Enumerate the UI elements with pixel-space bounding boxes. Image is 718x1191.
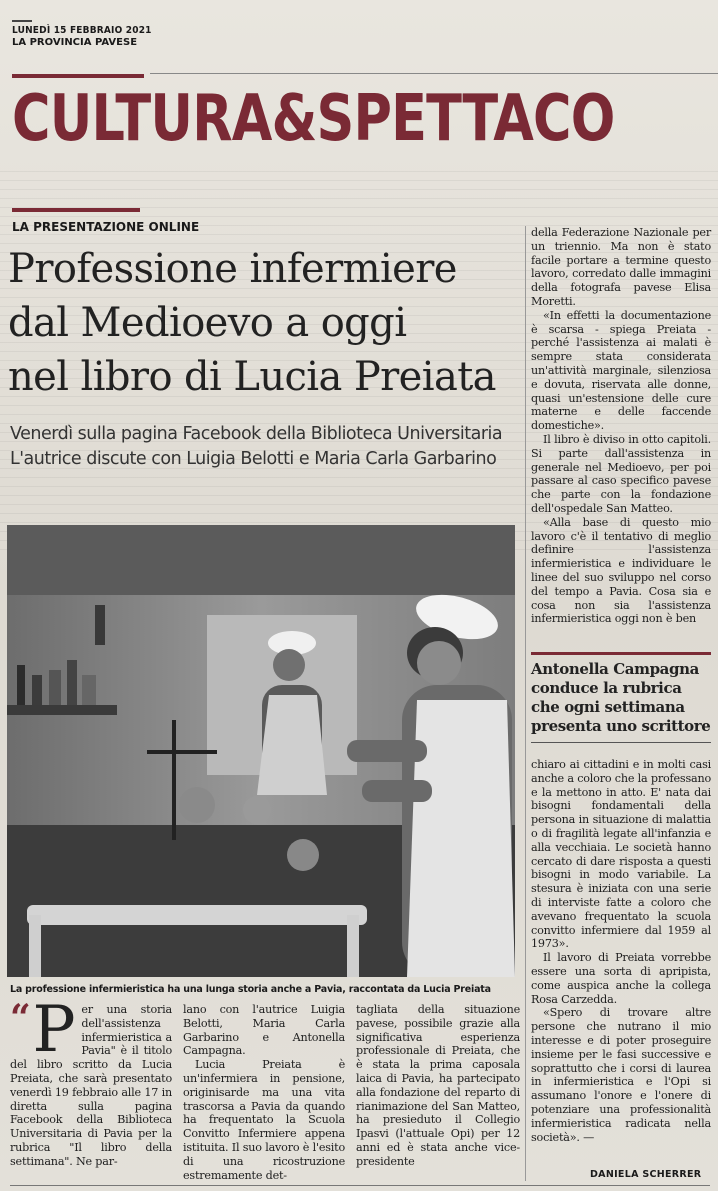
- column-4-paragraph-2: Il libro è diviso in otto capitoli. Si parte dall'assistenza in generale nel Medioevo, per poi passare al caso specifico pavese che parte con la fondazione dell'ospedale San Matteo.: [531, 432, 711, 515]
- column-3-paragraph: tagliata della situazione pavese, possibile grazie alla significativa esperienza professionale di Preiata, che è stata la prima caposala laica di Pavia, ha partecipato alla fondazione del reparto di rianimazione del San Matteo, ha presieduto il Collegio Ipasvi (l'attuale Opi) per 12 anni ed è stata anche vice-presidente: [356, 1003, 520, 1168]
- quote-mark-icon: “: [10, 997, 31, 1039]
- kicker: LA PRESENTAZIONE ONLINE: [12, 220, 200, 234]
- article-column-2: [183, 1003, 345, 1182]
- newspaper-name: LA PROVINCIA PAVESE: [12, 37, 138, 48]
- article-column-4: [531, 226, 711, 626]
- article-column-3: [356, 1003, 520, 1169]
- column-divider: [525, 226, 526, 1181]
- deck-line-1: Venerdì sulla pagina Facebook della Biblioteca Universitaria: [10, 424, 503, 444]
- pull-quote-rule: [531, 652, 711, 655]
- headline-line-1: Professione infermiere: [8, 246, 457, 292]
- column-4-paragraph-0: della Federazione Nazionale per un triennio. Ma non è stato facile portare a termine questo lavoro, corredato dalle immagini della fotografa pavese Elisa Moretti.: [531, 226, 711, 308]
- pull-quote-bottom-rule: [531, 742, 711, 743]
- article-column-5: [531, 758, 711, 1144]
- column-4-paragraph-1: «In effetti la documentazione è scarsa - spiega Preiata - perché l'assistenza ai malati è sempre stata considerata un'attività marginale, silenziosa e dovuta, riservata alle donne, quasi un'estensione delle cure materne e delle faccende domestiche».: [531, 308, 711, 433]
- column-1-text: er una storia dell'assistenza infermieristica a Pavia" è il titolo del libro scritto da Lucia Preiata, che sarà presentato venerdì 19 febbraio alle 17 in diretta sulla pagina Facebook della Biblioteca Universitaria di Pavia per la rubrica "Il libro della settimana". Ne par-: [10, 1003, 172, 1168]
- nurses-lab-photo: [7, 525, 515, 977]
- article-photo: [7, 525, 515, 977]
- drop-cap: P: [32, 993, 76, 1067]
- photo-caption: La professione infermieristica ha una lunga storia anche a Pavia, raccontata da Lucia Preiata: [10, 984, 491, 995]
- section-title: CULTURA&SPETTACO: [12, 82, 615, 156]
- section-accent-rule: [12, 74, 144, 78]
- pull-quote: Antonella Campagna conduce la rubrica che ogni settimana presenta uno scrittore: [531, 660, 711, 735]
- deck-line-2: L'autrice discute con Luigia Belotti e Maria Carla Garbarino: [10, 449, 497, 469]
- masthead-rule: [12, 20, 32, 22]
- issue-date: LUNEDÌ 15 FEBBRAIO 2021: [12, 25, 152, 36]
- headline-line-2: dal Medioevo a oggi: [8, 300, 407, 346]
- section-rule: [150, 73, 718, 74]
- article-deck: [10, 422, 525, 472]
- headline-line-3: nel libro di Lucia Preiata: [8, 354, 496, 400]
- column-2-paragraph-1: lano con l'autrice Luigia Belotti, Maria Carla Garbarino e Antonella Campagna.: [183, 1003, 345, 1058]
- column-5-paragraph-1: Il lavoro di Preiata vorrebbe essere una sorta di apripista, come auspica anche la collega Rosa Carzedda.: [531, 951, 711, 1006]
- article-column-1: [10, 993, 172, 1169]
- kicker-accent-rule: [12, 208, 140, 212]
- column-2-paragraph-2: Lucia Preiata è un'infermiera in pensione, originisarde ma una vita trascorsa a Pavia da quando ha frequentato la Scuola Convitto Infermiere appena istituita. Il suo lavoro è l'esito di una ricostruzione estremamente det-: [183, 1058, 345, 1182]
- page-bottom-rule: [10, 1185, 710, 1186]
- column-5-paragraph-0: chiaro ai cittadini e in molti casi anche a coloro che la professano e la mettono in atto. E' nata dai bisogni fondamentali della persona in situazione di malattia o di fragilità legate all'infanzia e alla vecchiaia. Le società hanno cercato di dare risposta a questi bisogni in modo variabile. La stesura è iniziata con una serie di interviste fatte a coloro che avevano frequentato la scuola convitto infermiere dal 1959 al 1973».: [531, 758, 711, 951]
- column-4-paragraph-3: «Alla base di questo mio lavoro c'è il tentativo di meglio definire l'assistenza infermieristica e individuare le linee del suo sviluppo nel corso del tempo a Pavia. Cosa sia e cosa non sia l'assistenza infermieristica oggi non è ben: [531, 515, 711, 626]
- article-headline: [8, 242, 523, 404]
- byline: DANIELA SCHERRER: [590, 1169, 702, 1180]
- column-5-paragraph-2: «Spero di trovare altre persone che nutrano il mio interesse e di poter proseguire insieme per le fasi successive e soprattutto che i corsi di laurea in infermieristica e l'Opi si assumano l'onore e l'onere di potenziare una professionalità infermieristica radicata nella società». —: [531, 1006, 711, 1144]
